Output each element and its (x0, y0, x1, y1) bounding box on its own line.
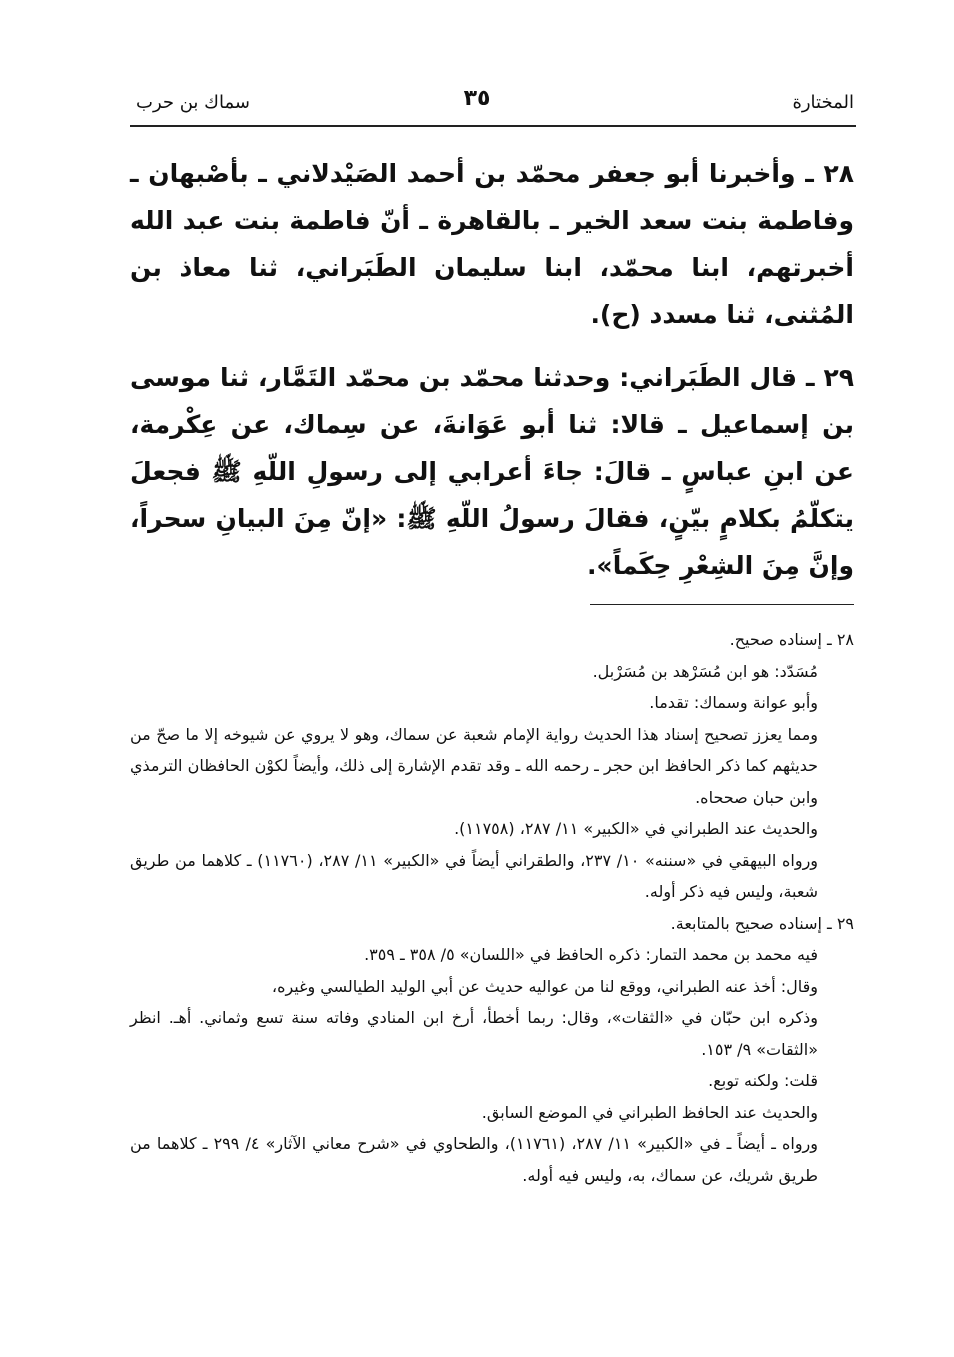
footnotes (130, 624, 854, 1191)
note-29-line: فيه محمد بن محمد التمار: ذكره الحافظ في «اللسان» ٥/ ٣٥٨ ـ ٣٥٩. (364, 945, 818, 964)
note-29-line: والحديث عند الحافظ الطبراني في الموضع السابق. (481, 1102, 818, 1122)
note-28-line: وأبو عوانة وسماك: تقدما. (649, 693, 818, 712)
note-29-line: وقال: أخذ عنه الطبراني، ووقع لنا من عواليه حديث عن أبي الوليد الطيالسي وغيره، (271, 976, 818, 996)
note-28-heading: ٢٨ ـ إسناده صحيح. (729, 630, 854, 649)
main-text (130, 150, 854, 605)
note-28-line: مُسَدّد: هو ابن مُسَرْهد بن مُسَرْبل. (592, 661, 818, 681)
hadith-28: ٢٨ ـ وأخبرنا أبو جعفر محمّد بن أحمد الصَيْدلاني ـ بأصْبهان ـ وفاطمة بنت سعد الخير ـ بالقاهرة ـ أنّ فاطمة بنت عبد الله أخبرتهم، ابنا محمّد، ابنا سليمان الطَبَراني، ثنا معاذ بن المُثنى، ثنا مسدد (ح). (130, 159, 854, 329)
note-28-line: والحديث عند الطبراني في «الكبير» ١١/ ٢٨٧، (١١٧٥٨). (454, 819, 818, 838)
running-head-left: سماك بن حرب (136, 92, 250, 113)
footnote-rule (590, 604, 854, 605)
hadith-29: ٢٩ ـ قال الطَبَراني: وحدثنا محمّد بن محمّد التَمَّار، ثنا موسى بن إسماعيل ـ قالا: ثنا أبو عَوَانةَ، عن سِماك، عن عِكْرمة، عن ابنِ عباسٍ ـ قالَ: جاءَ أعرابي إلى رسولِ اللّهِ ﷺ فجعلَ يتكلّمُ بكلامٍ بيّنٍ، فقالَ رسولُ اللّهِ ﷺ: «إنّ مِنَ البيانِ سحراً، وإنَّ مِنَ الشِعْرِ حِكَماً». (130, 363, 854, 580)
note-29-heading: ٢٩ ـ إسناده صحيح بالمتابعة. (670, 913, 854, 933)
note-29-line: قلت: ولكنه توبع. (708, 1071, 818, 1090)
page-number: ٣٥ (463, 86, 491, 111)
note-29-paragraph: وذكره ابن حبّان في «الثقات»، وقال: ربما أخطأ، أرخ ابن المنادي وفاته سنة تسع وثماني. أهـ. انظر «الثقات» ٩/ ١٥٣. (130, 1008, 818, 1059)
note-29-paragraph: ورواه ـ أيضاً ـ في «الكبير» ١١/ ٢٨٧، (١١٧٦١)، والطحاوي في «شرح معاني الآثار» ٤/ ٢٩٩ ـ كلاهما من طريق شريك، عن سماك، به، وليس فيه أوله. (130, 1134, 819, 1185)
note-28-paragraph: ورواه البيهقي في «سننه» ١٠/ ٢٣٧، والطقراني أيضاً في «الكبير» ١١/ ٢٨٧، (١١٧٦٠) ـ كلاهما من طريق شعبة، وليس فيه ذكر أوله. (130, 850, 819, 901)
header-rule (130, 125, 856, 127)
note-28-paragraph: ومما يعزز تصحيح إسناد هذا الحديث رواية الإمام شعبة عن سماك، وهو لا يروي عن شيوخه إلا ما صحّ من حديثهم كما ذكر الحافظ ابن حجر ـ رحمه الله ـ وقد تقدم الإشارة إلى ذلك، وأيضاً لكوْن الحافظان الترمذي وابن حبان صححاه. (130, 724, 818, 807)
running-head-right: المختارة (792, 92, 854, 113)
